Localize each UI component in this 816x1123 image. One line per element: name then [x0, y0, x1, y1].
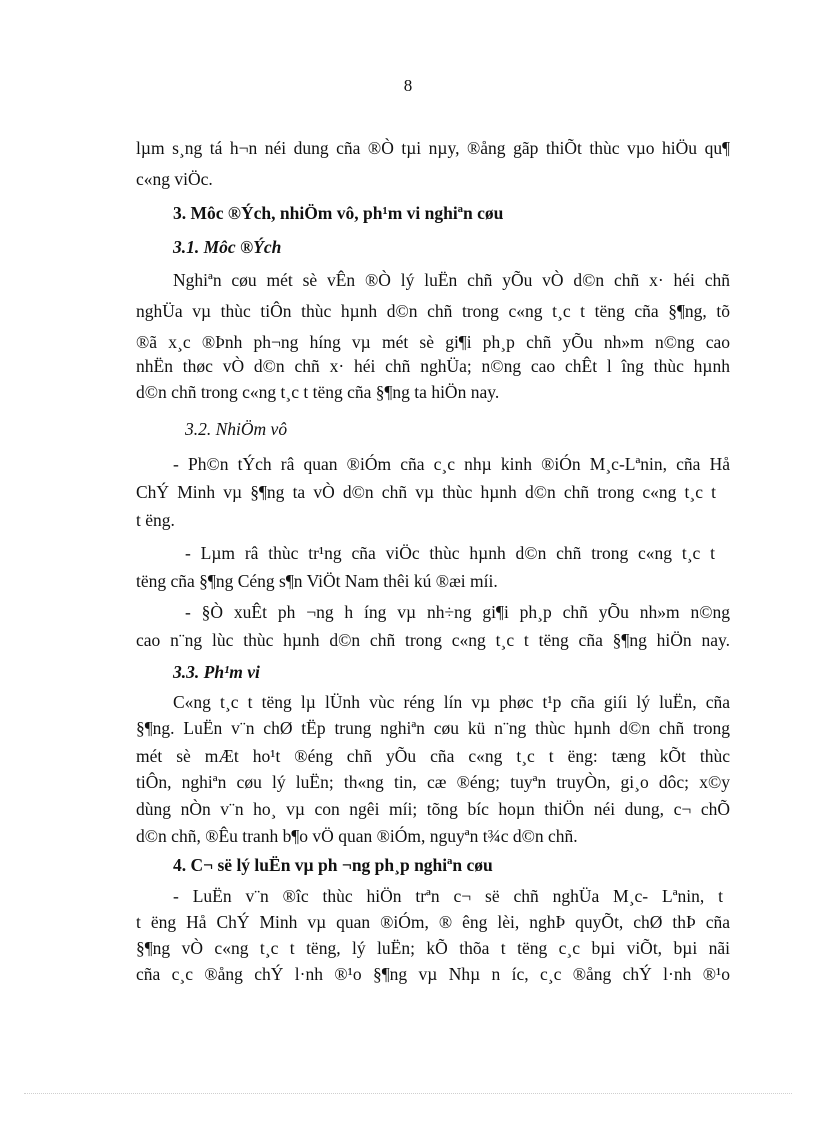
body-line: dùng nÒn v¨n ho¸ vµ con ngêi míi; tõng bíc hoµn thiÖn néi dung, c¬ chÕ	[136, 799, 730, 819]
body-line: Nghiªn cøu mét sè vÊn ®Ò lý luËn chñ yÕu vÒ d©n chñ x· héi chñ	[173, 270, 730, 290]
body-line: - LuËn v¨n ®îc thùc hiÖn trªn c¬ së chñ nghÜa M¸c- Lªnin, t	[173, 886, 723, 906]
body-line: - Lµm râ thùc tr¹ng cña viÖc thùc hµnh d©n chñ trong c«ng t¸c t	[185, 543, 715, 563]
page-number: 8	[403, 76, 413, 95]
body-line: §¶ng vÒ c«ng t¸c t tëng, lý luËn; kÕ thõa t tëng c¸c bµi viÕt, bµi nãi	[136, 938, 730, 958]
body-line: mét sè mÆt ho¹t ®éng chñ yÕu cña c«ng t¸c t ëng: tæng kÕt thùc	[136, 746, 730, 766]
body-line: ®ã x¸c ®Þnh ph¬ng híng vµ mét sè gi¶i ph¸p chñ yÕu nh»m n©ng cao	[136, 332, 730, 352]
page-bottom-border	[24, 1093, 792, 1094]
subsection-heading: 3.2. NhiÖm vô	[185, 419, 288, 439]
body-line: c«ng viÖc.	[136, 169, 213, 189]
section-heading: 4. C¬ së lý luËn vµ ph ¬ng ph¸p nghiªn cøu	[173, 855, 493, 875]
body-line: cao n¨ng lùc thùc hµnh d©n chñ trong c«ng t¸c t tëng cña §¶ng hiÖn nay.	[136, 630, 730, 650]
body-line: ChÝ Minh vµ §¶ng ta vÒ d©n chñ vµ thùc hµnh d©n chñ trong c«ng t¸c t	[136, 482, 716, 502]
body-line: t ëng Hå ChÝ Minh vµ quan ®iÓm, ® êng lèi, nghÞ quyÕt, chØ thÞ cña	[136, 912, 730, 932]
body-line: d©n chñ trong c«ng t¸c t tëng cña §¶ng ta hiÖn nay.	[136, 382, 500, 402]
body-line: nghÜa vµ thùc tiÔn thùc hµnh d©n chñ trong c«ng t¸c t tëng cña §¶ng, tõ	[136, 301, 730, 321]
subsection-heading: 3.3. Ph¹m vi	[173, 662, 260, 682]
body-line: tëng cña §¶ng Céng s¶n ViÖt Nam thêi kú ®æi míi.	[136, 571, 498, 591]
body-line: - Ph©n tÝch râ quan ®iÓm cña c¸c nhµ kinh ®iÓn M¸c-Lªnin, cña Hå	[173, 454, 730, 474]
body-line: cña c¸c ®ång chÝ l·nh ®¹o §¶ng vµ Nhµ n íc, c¸c ®ång chÝ l·nh ®¹o	[136, 964, 730, 984]
body-line: C«ng t¸c t tëng lµ lÜnh vùc réng lín vµ phøc t¹p cña giíi lý luËn, cña	[173, 692, 730, 712]
body-line: - §Ò xuÊt ph ¬ng h íng vµ nh÷ng gi¶i ph¸p chñ yÕu nh»m n©ng	[185, 602, 730, 622]
body-line: lµm s¸ng tá h¬n néi dung cña ®Ò tµi nµy, ®ång gãp thiÕt thùc vµo hiÖu qu¶	[136, 138, 730, 158]
subsection-heading: 3.1. Môc ®Ých	[173, 237, 282, 257]
section-heading: 3. Môc ®Ých, nhiÖm vô, ph¹m vi nghiªn cøu	[173, 203, 504, 223]
body-line: nhËn thøc vÒ d©n chñ x· héi chñ nghÜa; n©ng cao chÊt l îng thùc hµnh	[136, 356, 730, 376]
body-line: §¶ng. LuËn v¨n chØ tËp trung nghiªn cøu kü n¨ng thùc hµnh d©n chñ trong	[136, 718, 730, 738]
body-line: tiÔn, nghiªn cøu lý luËn; th«ng tin, cæ ®éng; tuyªn truyÒn, gi¸o dôc; x©y	[136, 772, 730, 792]
body-line: d©n chñ, ®Êu tranh b¶o vÖ quan ®iÓm, nguyªn t¾c d©n chñ.	[136, 826, 578, 846]
body-line: t ëng.	[136, 510, 175, 530]
